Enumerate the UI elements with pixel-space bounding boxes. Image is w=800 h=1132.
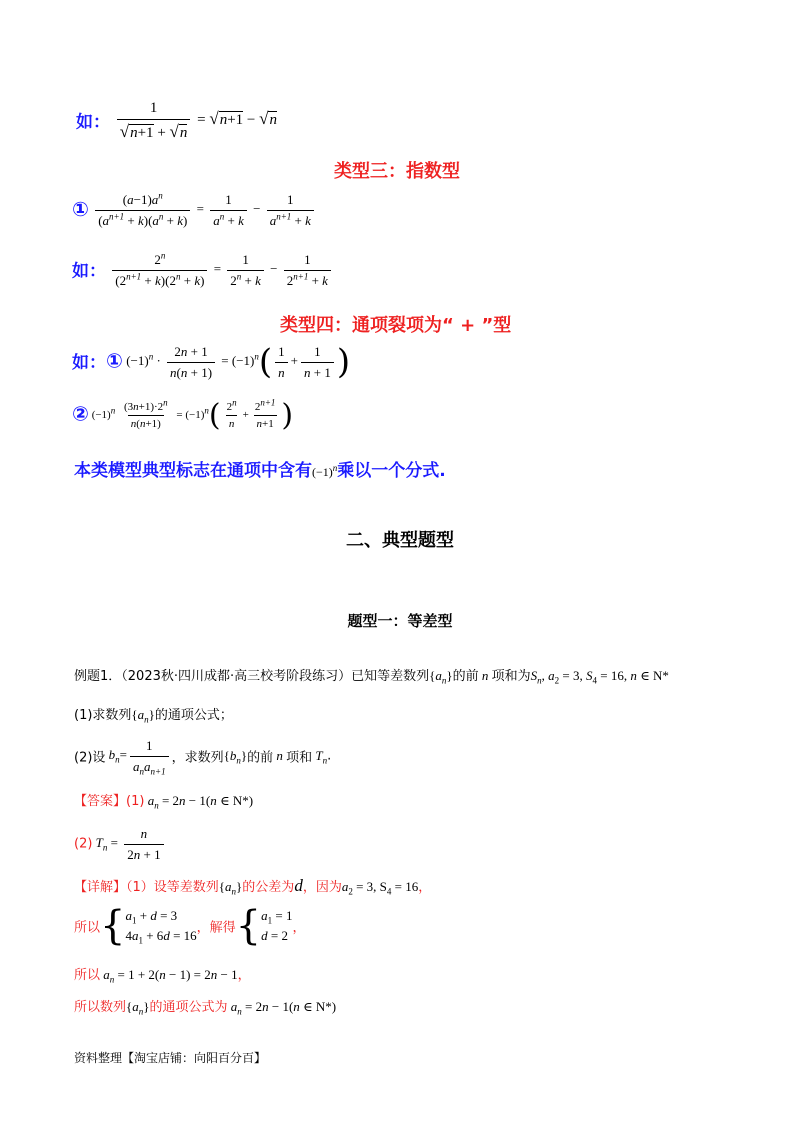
example-one-statement: 例题1．（2023秋·四川成都·高三校考阶段练习）已知等差数列$\{a_n\}$的前 n 项和为$S_n$, $a_2 = 3$, $S_4 = 16$, n ∈ N*: [74, 668, 669, 686]
detail-line-two: 所以{ $a_1 + d = 3$ $4a_1 + 6d = 16$ ，解得{ $a_1 = 1$ d = 2 ，: [74, 903, 306, 949]
answer-line-one: 【答案】(1) $a_n = 2n - 1(n$ ∈ N*): [74, 793, 254, 811]
type-four-note: 本类模型典型标志在通项中含有$(-1)^n$乘以一个分式.: [74, 461, 446, 481]
example-one-prefix: 例题1．（2023秋·四川成都·高三校考阶段练习）已知等差数列: [74, 669, 430, 684]
type-two-example: [76, 100, 277, 142]
example-label: 如：: [72, 352, 106, 373]
text-fragment: 所以数列: [74, 1000, 127, 1015]
type-four-heading: 类型四：通项裂项为“ + ”型: [280, 315, 512, 336]
text-fragment: (1): [126, 794, 145, 809]
text-fragment: 的公差为: [242, 880, 295, 895]
text-fragment: 所以: [74, 920, 101, 936]
detail-line-four: 所以数列$\{a_n\}$的通项公式为 $a_n = 2n - 1(n$ ∈ N*): [74, 999, 337, 1017]
text-fragment: 的前: [452, 669, 479, 684]
text-fragment: 的通项公式；: [154, 708, 233, 723]
note-prefix: 本类模型典型标志在通项中含有: [74, 461, 312, 481]
text-fragment: ，求数列: [171, 750, 224, 766]
text-fragment: 所以: [74, 968, 101, 983]
detail-line-three: 所以 $a_n = 1 + 2(n - 1) = 2n - 1$，: [74, 967, 251, 985]
note-suffix: 乘以一个分式.: [337, 461, 446, 481]
circled-one-label: ①: [72, 196, 89, 221]
text-fragment: ，解得: [196, 920, 236, 936]
text-fragment: (1)求数列: [74, 708, 132, 723]
circled-two-label: ②: [72, 401, 89, 426]
circled-one-label: ①: [106, 348, 123, 373]
text-fragment: 的通项公式为: [149, 1000, 228, 1015]
answer-line-two: (2) $T_n$ = $\frac{n}{2n + 1}$: [74, 826, 167, 863]
example-one-part-two: (2)设 $b_n=$ $\frac{1}{a_na_{n+1}}$ ，求数列$\{b_n\}$的前 n 项和 $T_n$.: [74, 738, 332, 777]
example-label: 如：: [76, 112, 110, 133]
example-one-part-one: (1)求数列$\{a_n\}$的通项公式；: [74, 707, 233, 725]
text-fragment: 项和为: [491, 669, 531, 684]
detail-line-one: 【详解】（1）设等差数列$\{a_n\}$的公差为d，因为$a_2 = 3$, $S_4 = 16$，: [74, 876, 432, 897]
sqrt-formula: $\frac{1}{√n+1 + √n}$ = √n+1 − √n: [110, 112, 277, 128]
type-four-example-two: ② $(-1)^n$ $\frac{(3n+1)\cdot 2^n}{n(n+1)}$ = $(-1)^n$( $\frac{2^n}{n}$ + $\frac{2^{n+1}}{n+1}$ ): [72, 397, 294, 433]
text-fragment: 项和: [286, 750, 313, 766]
type-three-example: 如： $\frac{2^n}{(2^{n+1} + k)(2^n + k)}$ = $\frac{1}{2^n + k}$ − $\frac{1}{2^{n+1} + k}$: [72, 252, 334, 289]
type-three-heading: 类型三：指数型: [334, 161, 460, 182]
detail-label: 【详解】: [74, 880, 127, 895]
type-four-example-one: 如：① $(-1)^n$ · $\frac{2n + 1}{n(n + 1)}$ = $(-1)^n$( $\frac{1}{n}$ + $\frac{1}{n + 1}$ ): [72, 342, 351, 382]
text-fragment: ，: [292, 920, 306, 936]
text-fragment: ，: [237, 968, 251, 983]
example-label: 如：: [72, 261, 106, 282]
text-fragment: .: [327, 748, 332, 764]
answer-label: 【答案】: [74, 794, 127, 809]
text-fragment: (2)设: [74, 750, 106, 766]
section-title: 二、典型题型: [346, 530, 454, 551]
subsection-title: 题型一：等差型: [347, 612, 453, 630]
text-fragment: ，: [418, 880, 432, 895]
text-fragment: （1）设等差数列: [126, 880, 219, 895]
footer-text: 资料整理【淘宝店铺：向阳百分百】: [74, 1051, 267, 1065]
text-fragment: 的前: [247, 750, 274, 766]
text-fragment: ，因为: [302, 880, 342, 895]
text-fragment: (2): [74, 836, 93, 852]
type-three-formula: ① $\frac{(a-1)a^n}{(a^{n+1} + k)(a^n + k)}$ = $\frac{1}{a^n + k}$ − $\frac{1}{a^{n+1} + k}$: [72, 192, 317, 229]
